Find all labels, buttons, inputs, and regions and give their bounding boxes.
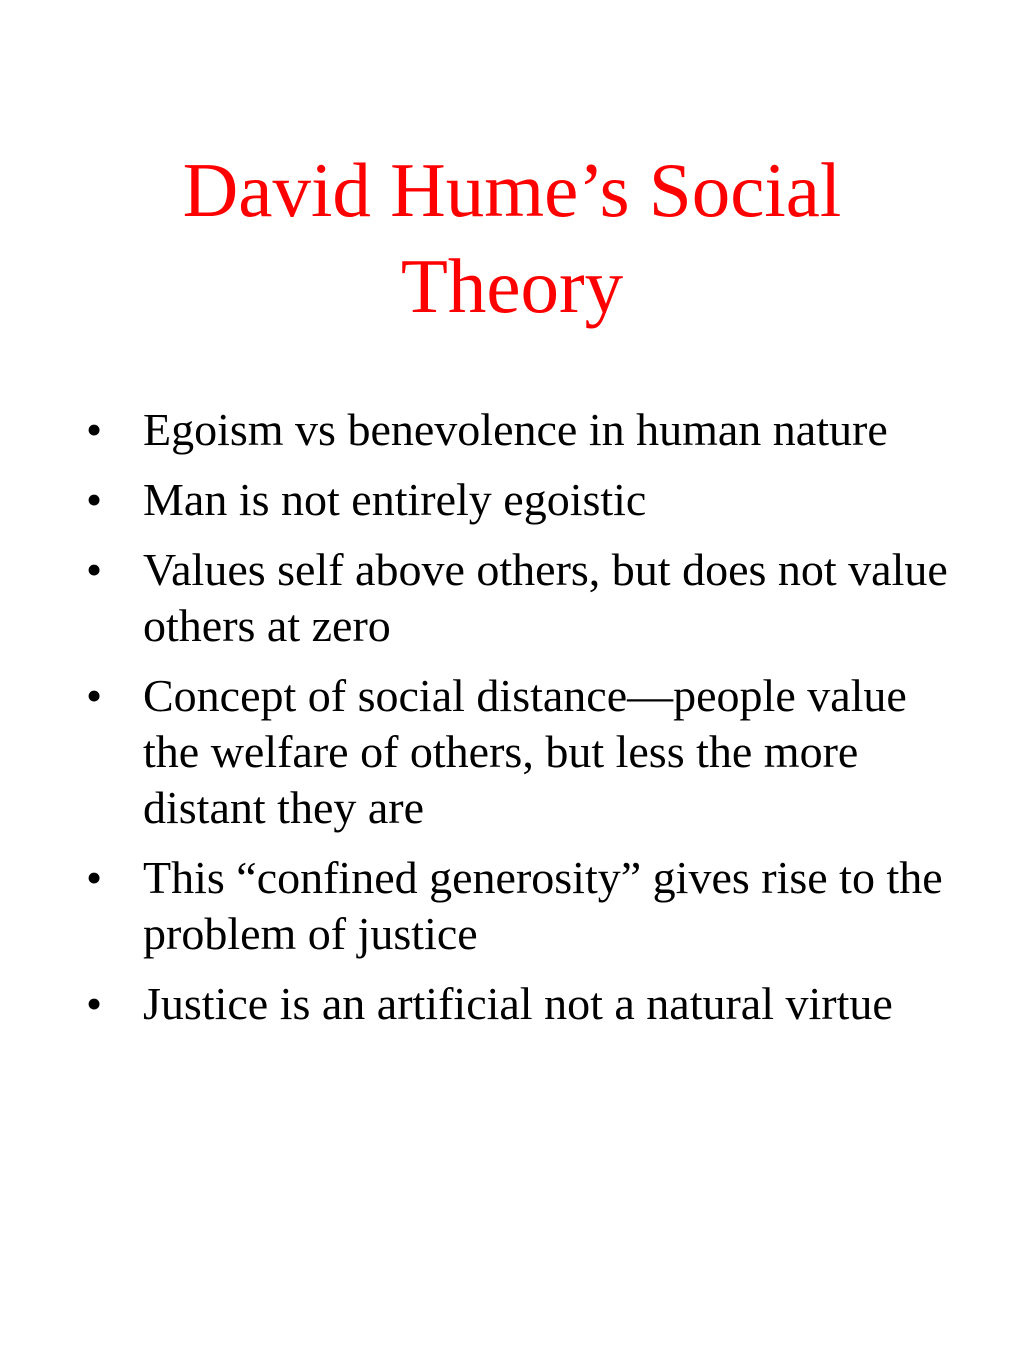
bullet-text: Man is not entirely egoistic xyxy=(143,474,647,525)
bullet-text: Concept of social distance—people value the welfare of others, but less the more distant they are xyxy=(143,670,907,833)
bullet-item xyxy=(86,976,956,1032)
bullet-text: Justice is an artificial not a natural virtue xyxy=(143,978,893,1029)
bullet-icon: • xyxy=(86,404,103,455)
bullet-text: Values self above others, but does not value others at zero xyxy=(143,544,948,651)
bullet-text: Egoism vs benevolence in human nature xyxy=(143,404,888,455)
bullet-text: This “confined generosity” gives rise to the problem of justice xyxy=(143,852,943,959)
bullet-item xyxy=(86,850,956,962)
bullet-icon: • xyxy=(86,474,103,525)
bullet-icon: • xyxy=(86,978,103,1029)
bullet-icon: • xyxy=(86,544,103,595)
bullet-item xyxy=(86,402,956,458)
slide-title: David Hume’s Social Theory xyxy=(182,147,842,329)
bullet-icon: • xyxy=(86,670,103,721)
bullet-icon: • xyxy=(86,852,103,903)
bullet-item xyxy=(86,472,956,528)
bullet-list xyxy=(86,402,956,1046)
bullet-item xyxy=(86,668,956,836)
bullet-item xyxy=(86,542,956,654)
